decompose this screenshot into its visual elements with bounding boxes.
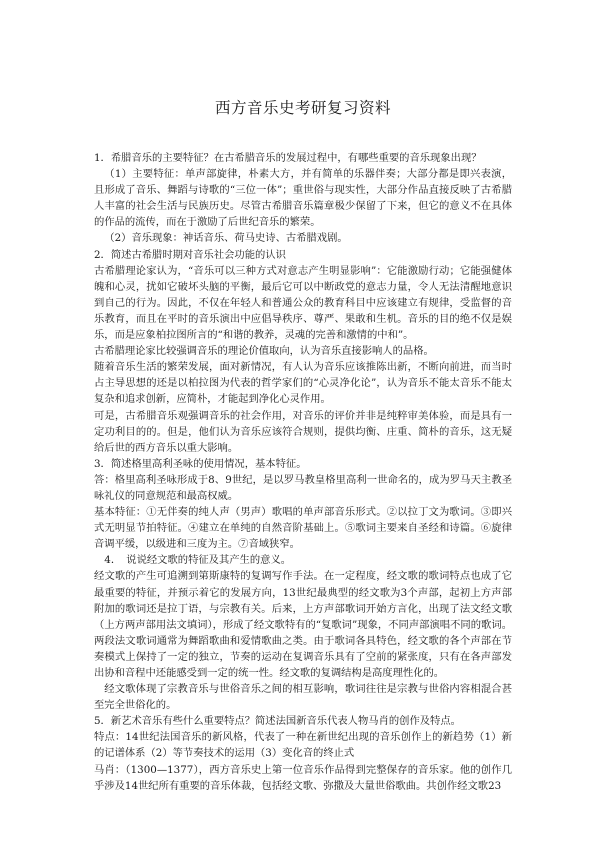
document-body	[94, 150, 512, 794]
answer-1-phenomena: （2）音乐现象：神话音乐、荷马史诗、古希腊戏剧。	[104, 232, 348, 245]
answer-3-para-1: 答：格里高利圣咏形成于8、9世纪，是以罗马教皇格里高利一世命名的，成为罗马天主教圣咏礼仪的同意规范和最高权威。	[94, 473, 512, 502]
question-5: 5．新艺术音乐有些什么重要特点？简述法国新音乐代表人物马肖的创作及特点。	[94, 715, 461, 728]
answer-2-para-3: 随着音乐生活的繁荣发展，面对新情况，有人认为音乐应该推陈出新，不断向前进，而当时占主导思想的还是以柏拉图为代表的哲学家们的“心灵净化论”，认为音乐不能太音乐不能太复杂和追求创新，应简朴，才能起到净化心灵作用。	[94, 361, 512, 406]
answer-1-features: （1）主要特征：单声部旋律，朴素大方，并有简单的乐器伴奏；大部分都是即兴表演，且形成了音乐、舞蹈与诗歌的“三位一体”；重世俗与现实性，大部分作品直接反映了古希腊人丰富的社会生活与民族历史。尽管古希腊音乐篇章极少保留了下来，但它的意义不在具体的作品的流传，而在于激励了后世纪音乐的繁荣。	[94, 168, 512, 229]
question-2: 2．简述古希腊时期对音乐社会功能的认识	[94, 248, 286, 261]
document-title: 西方音乐史考研复习资料	[214, 99, 391, 117]
answer-2-para-2: 古希腊理论家比较强调音乐的理论价值取向，认为音乐直接影响人的品格。	[94, 345, 434, 358]
answer-4-para-1: 经文歌的产生可追溯到第斯康特的复调写作手法。在一定程度，经文歌的歌词特点也成了它最重要的特征，并预示着它的发展方向，13世纪最典型的经文歌为3个声部，起初上方声部附加的歌词还是拉丁语，与宗教有关。后来，上方声部歌词开始方言化，出现了法文经文歌（上方两声部用法文填词），形成了经文歌特有的“复歌词”现象，不同声部演唱不同的歌词。两段法文歌词通常为舞蹈歌曲和爱情歌曲之类。由于歌词各具特色，经文歌的各个声部在节奏模式上保持了一定的独立，节奏的运动在复调音乐具有了空前的紧张度，只有在各声部发出协和音程中还能感受到一定的统一性。经文歌的复调结构是高度理性化的。	[94, 570, 512, 679]
question-4: 4． 说说经文歌的特征及其产生的意义。	[104, 554, 292, 567]
question-3: 3．简述格里高利圣咏的使用情况，基本特征。	[94, 457, 307, 470]
answer-2-para-4: 可是，古希腊音乐观强调音乐的社会作用，对音乐的评价并非是纯粹审美体验，而是具有一定功利目的的。但是，他们认为音乐应该符合规则，提供均衡、庄重、简朴的音乐，这无疑给后世的西方音乐以重大影响。	[94, 409, 512, 454]
question-1: 1．希腊音乐的主要特征？在古希腊音乐的发展过程中，有哪些重要的音乐现象出现？	[94, 152, 482, 164]
answer-4-para-2: 经文歌体现了宗教音乐与世俗音乐之间的相互影响，歌词往往是宗教与世俗内容相混合甚至完全世俗化的。	[94, 683, 512, 712]
answer-5-features: 特点：14世纪法国音乐的新风格，代表了一种在新世纪出现的音乐创作上的新趋势（1）新的记谱体系（2）等节奏技术的运用（3）变化音的终止式	[94, 731, 512, 760]
answer-3-features: 基本特征：①无伴奏的纯人声（男声）歌唱的单声部音乐形式。②以拉丁文为歌词。③即兴式无明显节拍特征。④建立在单纯的自然音阶基础上。⑤歌词主要来自圣经和诗篇。⑥旋律音调平缓，以级进和三度为主。⑦音域狭窄。	[94, 506, 512, 551]
answer-2-para-1: 古希腊理论家认为，“音乐可以三种方式对意志产生明显影响”：它能激励行动；它能强健体魄和心灵，扰如它破坏头脑的平衡，最后它可以中断政党的意志力量，令人无法清醒地意识到自己的行为。因此，不仅在年轻人和普通公众的教育科目中应该建立有规律，受监督的音乐教育，而且在平时的音乐演出中应倡导秩序、尊严、果敢和生机。音乐的目的绝不仅是娱乐，而是应象柏拉图所言的“和谐的教养，灵魂的完善和激情的中和”。	[94, 264, 512, 342]
answer-5-machaut: 马肖：（1300—1377），西方音乐史上第一位音乐作品得到完整保存的音乐家。他的创作几乎涉及14世纪所有重要的音乐体裁，包括经文歌、弥撒及大量世俗歌曲。共创作经文歌23	[94, 763, 512, 792]
